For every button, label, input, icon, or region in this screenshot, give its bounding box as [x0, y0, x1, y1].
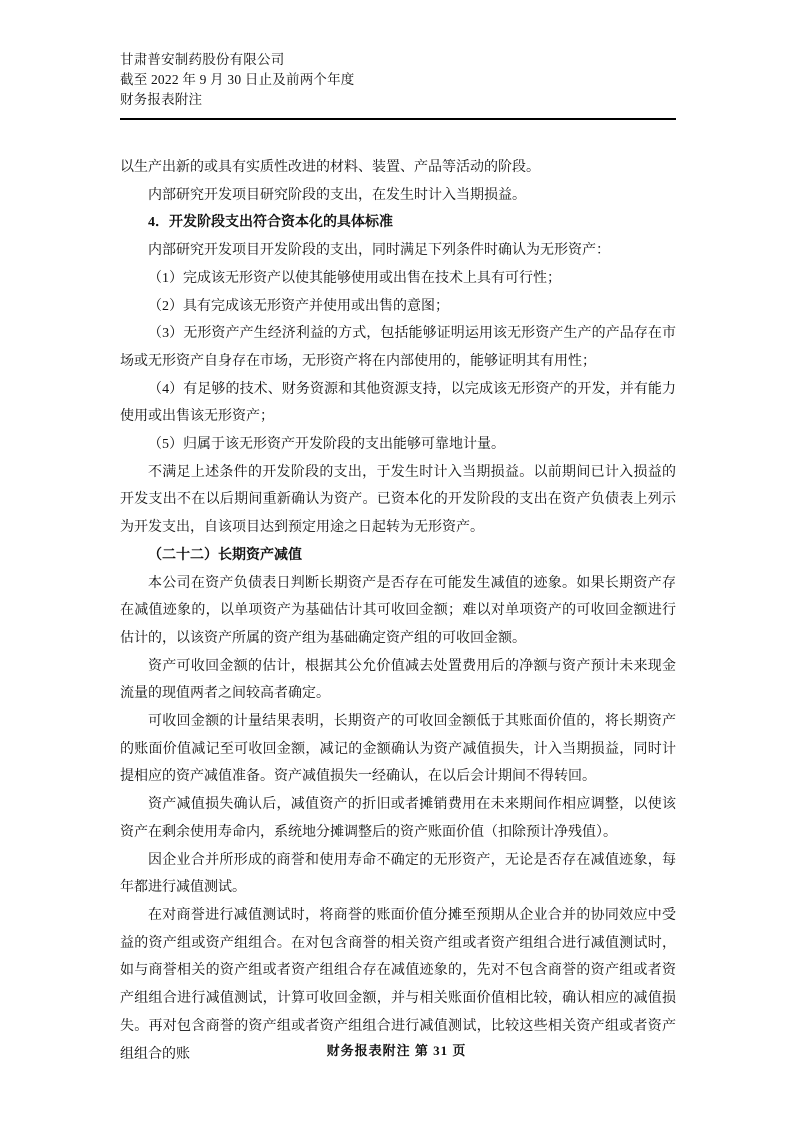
- paragraph: 可收回金额的计量结果表明，长期资产的可收回金额低于其账面价值的，将长期资产的账面价值减记至可收回金额，减记的金额确认为资产减值损失，计入当期损益，同时计提相应的资产减值准备。资产减值损失一经确认，在以后会计期间不得转回。: [120, 714, 676, 785]
- paragraph: （3）无形资产产生经济利益的方式，包括能够证明运用该无形资产生产的产品存在市场或无形资产自身存在市场，无形资产将在内部使用的，能够证明其有用性；: [120, 326, 676, 369]
- header-divider: [120, 118, 676, 120]
- document-header: [120, 50, 676, 120]
- paragraph: （5）归属于该无形资产开发阶段的支出能够可靠地计量。: [148, 437, 505, 453]
- document-body: [120, 154, 676, 1068]
- paragraph: 资产减值损失确认后，减值资产的折旧或者摊销费用在未来期间作相应调整，以使该资产在剩余使用寿命内，系统地分摊调整后的资产账面价值（扣除预计净残值）。: [120, 797, 676, 840]
- paragraph: 资产可收回金额的估计，根据其公允价值减去处置费用后的净额与资产预计未来现金流量的现值两者之间较高者确定。: [120, 658, 676, 702]
- company-name: 甘肃普安制药股份有限公司: [120, 52, 285, 67]
- report-title: 财务报表附注: [120, 92, 203, 107]
- section-heading: 4．开发阶段支出符合资本化的具体标准: [148, 215, 393, 231]
- paragraph: 内部研究开发项目研究阶段的支出，在发生时计入当期损益。: [148, 187, 526, 203]
- report-period: 截至 2022 年 9 月 30 日止及前两个年度: [120, 72, 355, 87]
- paragraph: （1）完成该无形资产以使其能够使用或出售在技术上具有可行性；: [148, 270, 561, 286]
- paragraph: （2）具有完成该无形资产并使用或出售的意图；: [148, 298, 449, 314]
- section-heading: （二十二）长期资产减值: [148, 547, 302, 563]
- footer-page-label: 财务报表附注 第 31 页: [326, 1043, 467, 1058]
- paragraph: 不满足上述条件的开发阶段的支出，于发生时计入当期损益。以前期间已计入损益的开发支出不在以后期间重新确认为资产。已资本化的开发阶段的支出在资产负债表上列示为开发支出，自该项目达到预定用途之日起转为无形资产。: [120, 464, 676, 536]
- page-footer: [0, 1040, 793, 1059]
- paragraph: （4）有足够的技术、财务资源和其他资源支持，以完成该无形资产的开发，并有能力使用或出售该无形资产；: [120, 381, 676, 425]
- paragraph: 内部研究开发项目开发阶段的支出，同时满足下列条件时确认为无形资产：: [148, 243, 610, 259]
- paragraph: 以生产出新的或具有实质性改进的材料、装置、产品等活动的阶段。: [120, 160, 540, 175]
- paragraph: 在对商誉进行减值测试时，将商誉的账面价值分摊至预期从企业合并的协同效应中受益的资产组或资产组组合。在对包含商誉的相关资产组或者资产组组合进行减值测试时，如与商誉相关的资产组或者资产组组合存在减值迹象的，先对不包含商誉的资产组或者资产组组合进行减值测试，计算可收回金额，并与相关账面价值相比较，确认相应的减值损失。再对包含商誉的资产组或者资产组组合进行减值测试，比较这些相关资产组或者资产组组合的账: [120, 907, 676, 1062]
- paragraph: 本公司在资产负债表日判断长期资产是否存在可能发生减值的迹象。如果长期资产存在减值迹象的，以单项资产为基础估计其可收回金额；难以对单项资产的可收回金额进行估计的，以该资产所属的资产组为基础确定资产组的可收回金额。: [120, 575, 676, 646]
- paragraph: 因企业合并所形成的商誉和使用寿命不确定的无形资产，无论是否存在减值迹象，每年都进行减值测试。: [120, 852, 676, 896]
